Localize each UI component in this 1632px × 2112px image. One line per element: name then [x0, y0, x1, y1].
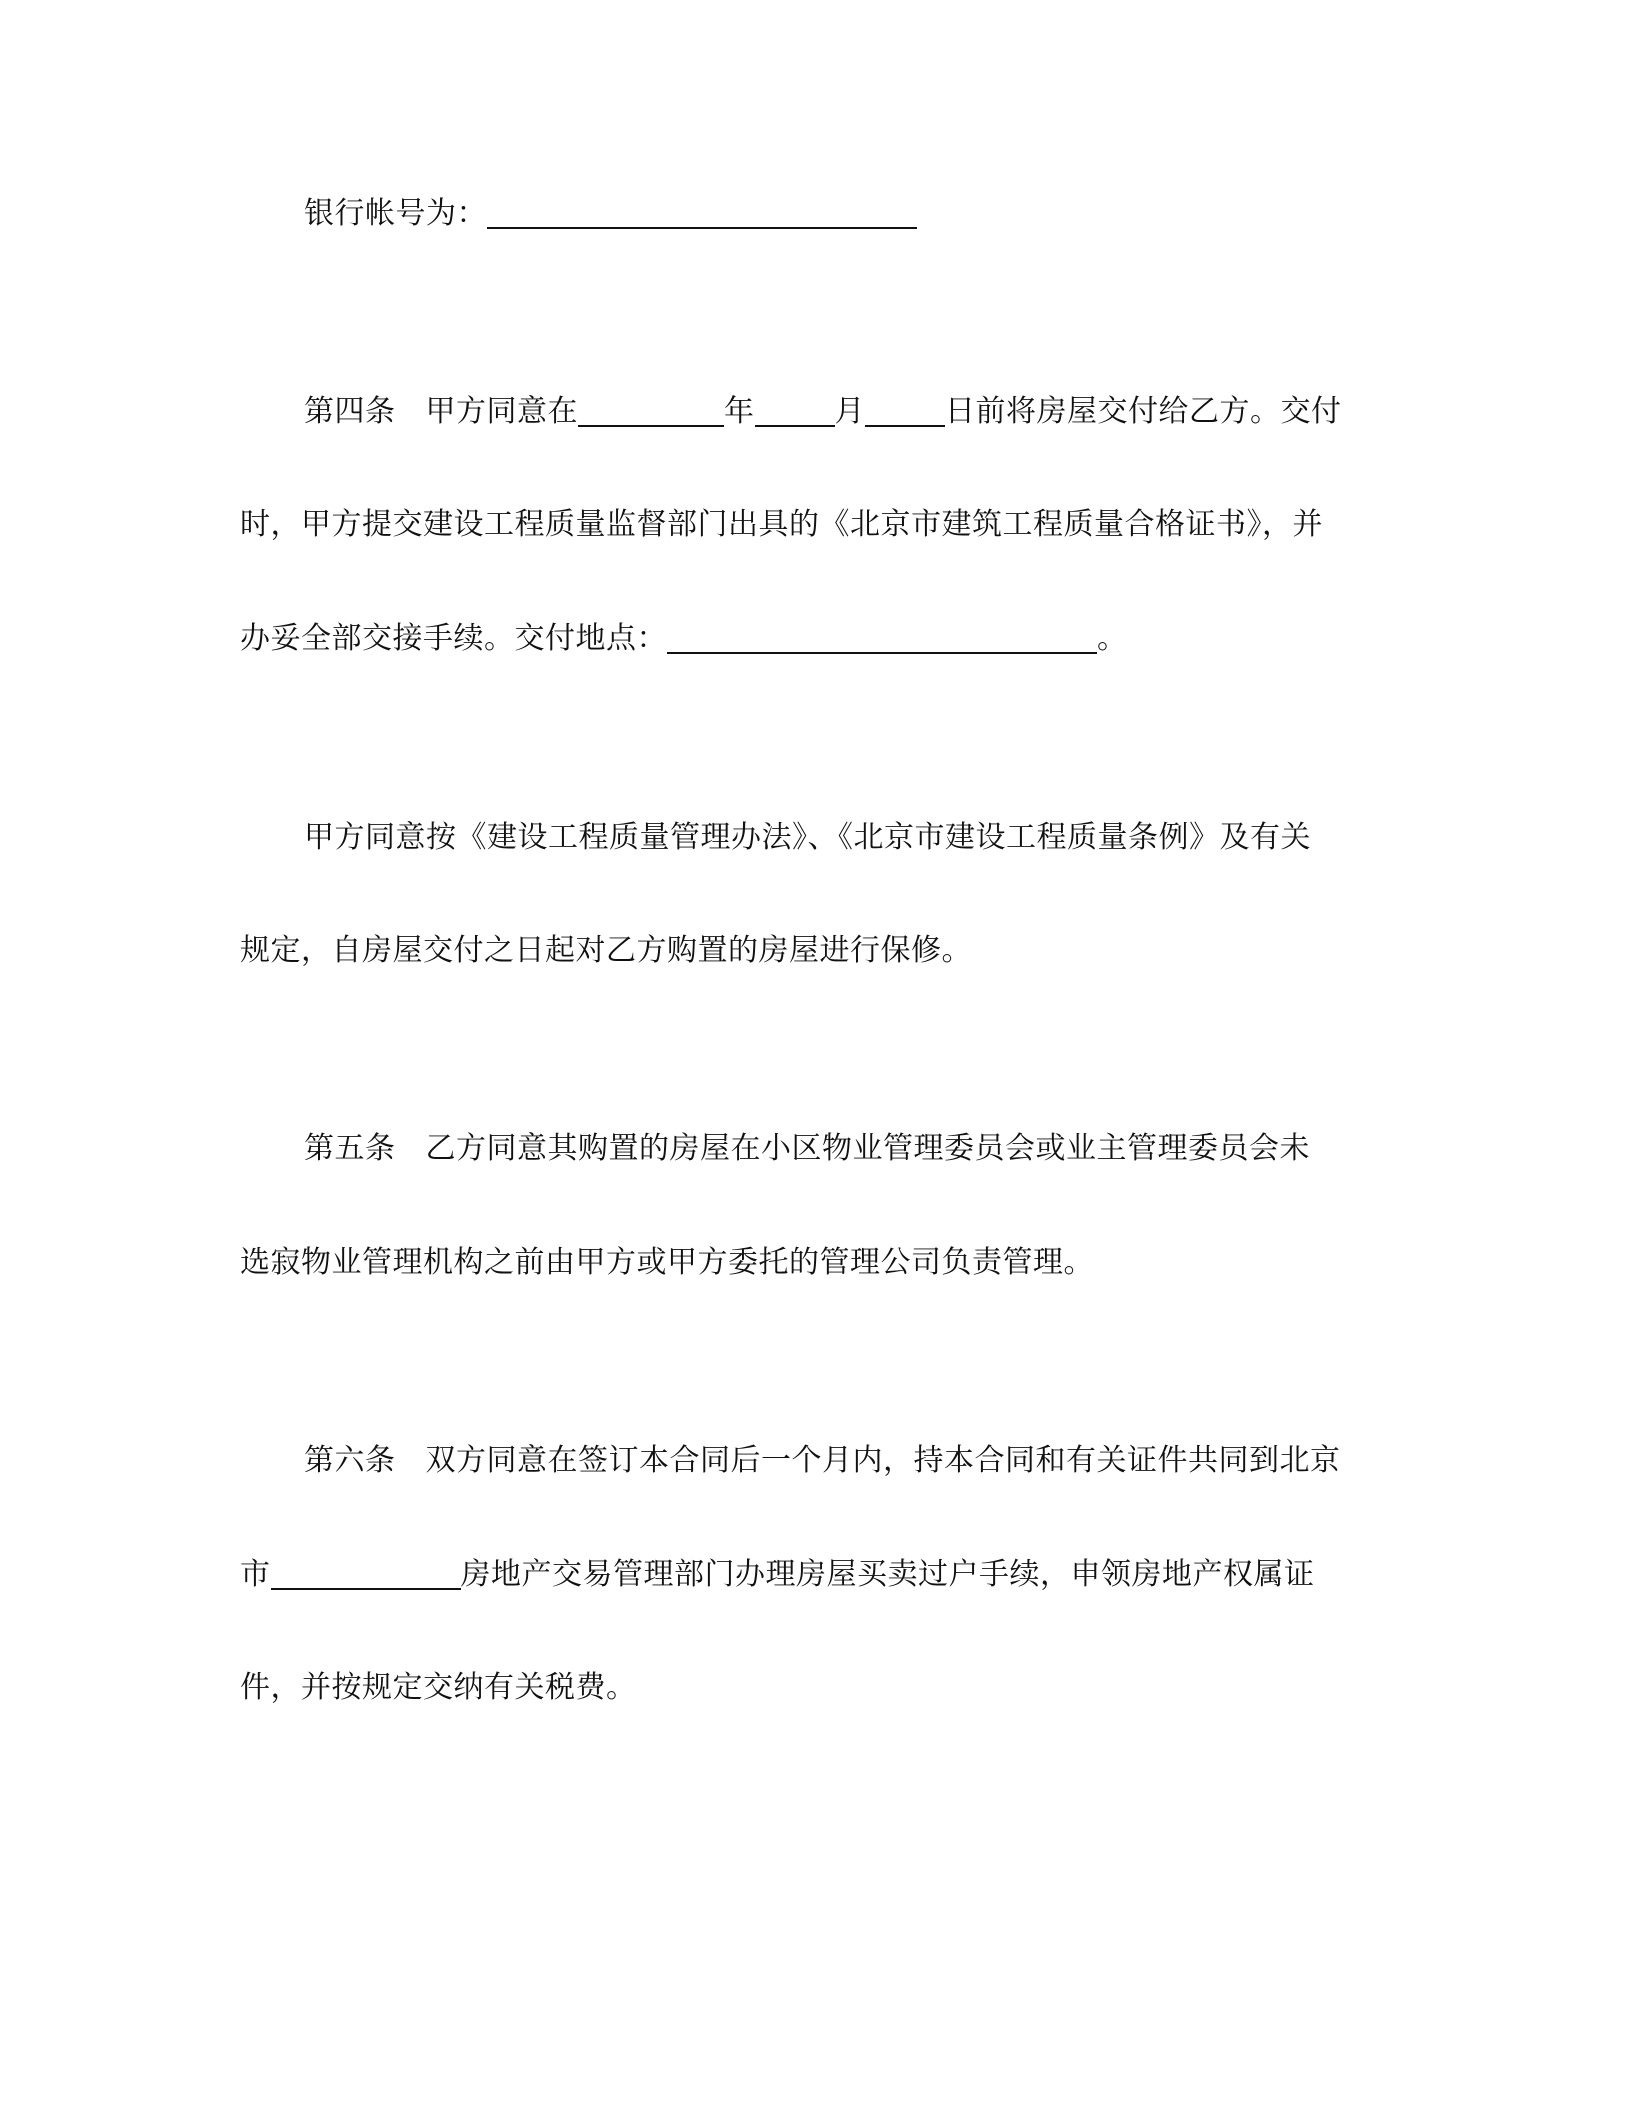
- article4-line3: [240, 619, 1128, 659]
- delivery-day-blank[interactable]: [865, 393, 945, 427]
- article6-line2-prefix: 市: [240, 1557, 271, 1592]
- article6-line1-text: 双方同意在签订本合同后一个月内，持本合同和有关证件共同到北京: [425, 1443, 1341, 1478]
- bank-account-line: [304, 194, 917, 234]
- article4-text-a: 甲方同意在: [425, 394, 578, 429]
- delivery-location-blank[interactable]: [667, 620, 1097, 654]
- article5-label: 第五条: [304, 1131, 396, 1166]
- article4-text-b: 日前将房屋交付给乙方。交付: [945, 394, 1342, 429]
- article6-line3: [240, 1668, 637, 1708]
- district-blank[interactable]: [271, 1556, 461, 1590]
- article4-line3-end: 。: [1097, 621, 1128, 656]
- article4-line1: [304, 392, 1342, 432]
- warranty-line1: [304, 818, 1311, 858]
- article4-label: 第四条: [304, 394, 396, 429]
- article6-line2: [240, 1555, 1315, 1595]
- article5-line2-text: 选寂物业管理机构之前由甲方或甲方委托的管理公司负责管理。: [240, 1245, 1094, 1280]
- article4-line2: [240, 505, 1323, 545]
- bank-account-blank[interactable]: [487, 195, 917, 229]
- year-label: 年: [724, 394, 755, 429]
- article6-line1: [304, 1441, 1341, 1481]
- warranty-line1-text: 甲方同意按《建设工程质量管理办法》、《北京市建设工程质量条例》及有关: [304, 820, 1311, 855]
- article4-line2-text: 时，甲方提交建设工程质量监督部门出具的《北京市建筑工程质量合格证书》，并: [240, 507, 1323, 542]
- month-label: 月: [834, 394, 865, 429]
- warranty-line2: [240, 931, 972, 971]
- warranty-line2-text: 规定，自房屋交付之日起对乙方购置的房屋进行保修。: [240, 933, 972, 968]
- delivery-year-blank[interactable]: [578, 393, 724, 427]
- article4-line3-text: 办妥全部交接手续。交付地点：: [240, 621, 667, 656]
- delivery-month-blank[interactable]: [755, 393, 835, 427]
- article6-line2-text: 房地产交易管理部门办理房屋买卖过户手续，申领房地产权属证: [460, 1557, 1315, 1592]
- article5-line1-text: 乙方同意其购置的房屋在小区物业管理委员会或业主管理委员会未: [425, 1131, 1310, 1166]
- article6-line3-text: 件，并按规定交纳有关税费。: [240, 1670, 637, 1705]
- article5-line1: [304, 1129, 1310, 1169]
- article5-line2: [240, 1243, 1094, 1283]
- bank-account-label: 银行帐号为：: [304, 196, 487, 231]
- article6-label: 第六条: [304, 1443, 396, 1478]
